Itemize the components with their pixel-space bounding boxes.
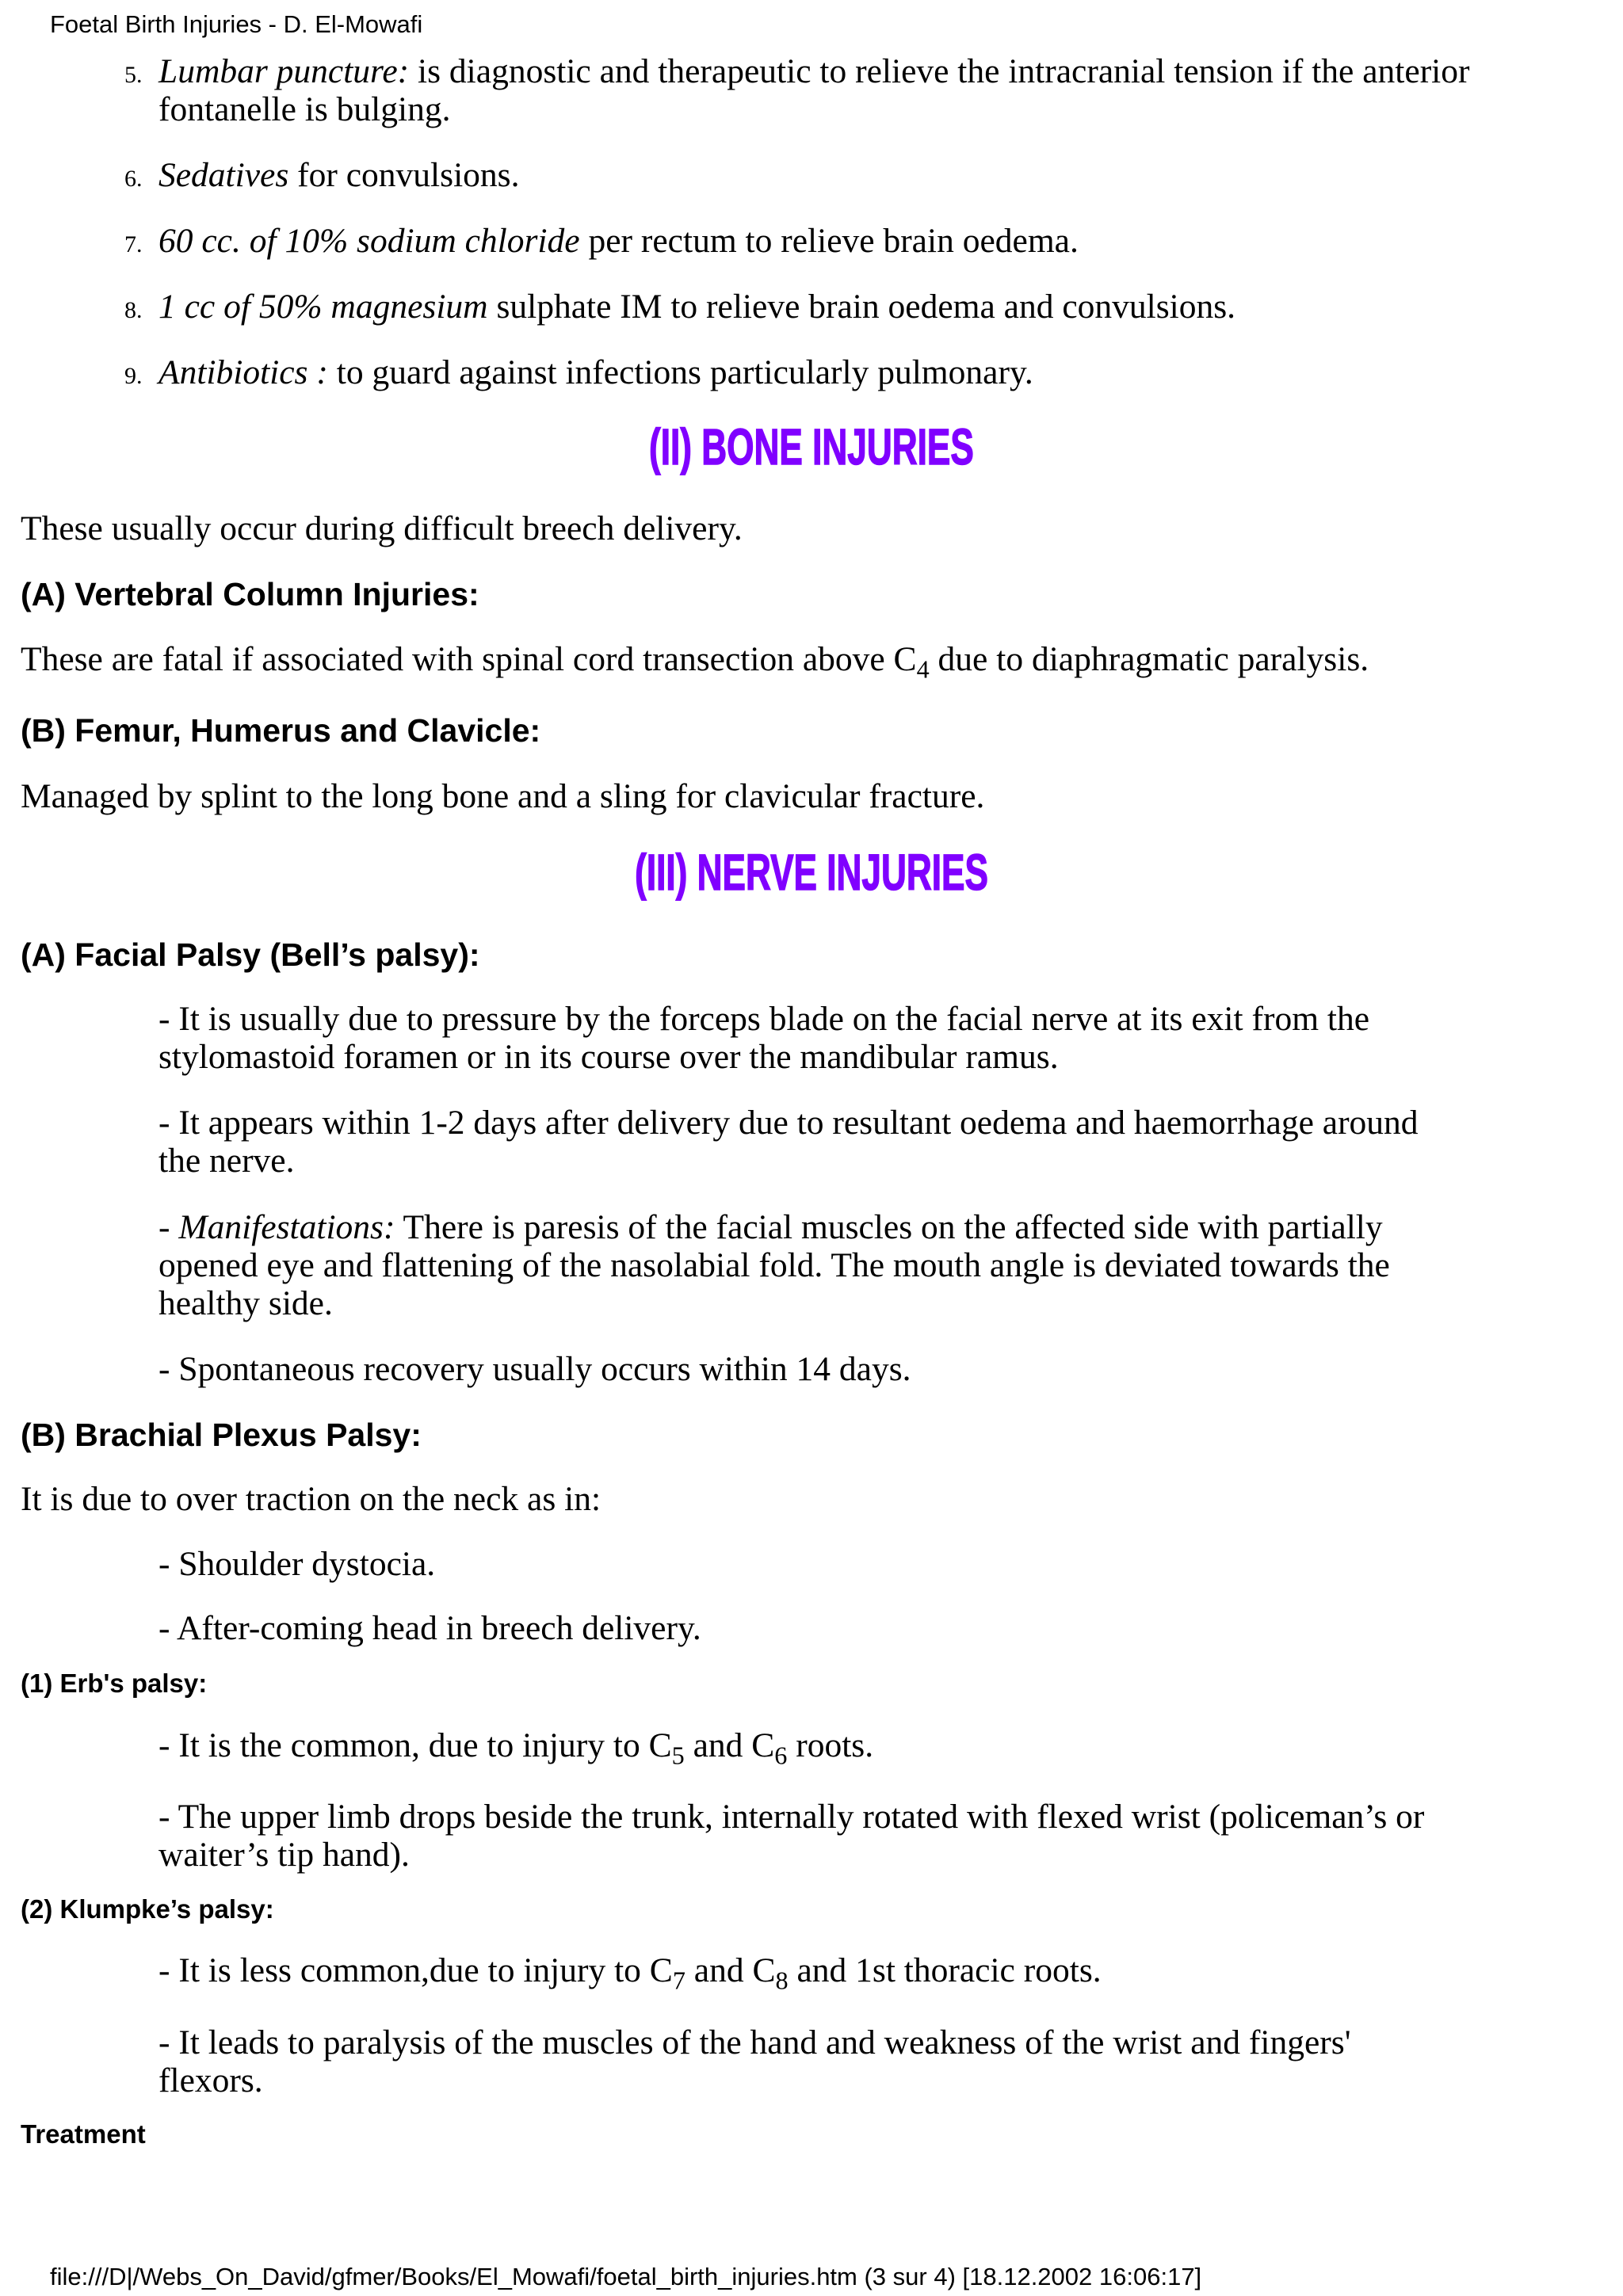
- paragraph-text: due to diaphragmatic paralysis.: [929, 640, 1369, 678]
- list-item-text: to guard against infections particularly pulmonary.: [327, 353, 1033, 391]
- list-item-number: 5.: [124, 62, 143, 88]
- paragraph: It is due to over traction on the neck as in:: [21, 1480, 601, 1518]
- minor-heading: (2) Klumpke’s palsy:: [21, 1894, 274, 1924]
- list-item-continuation: fontanelle is bulging.: [158, 90, 451, 128]
- list-item-number: 9.: [124, 363, 143, 389]
- list-item-emphasis: Sedatives: [158, 156, 289, 194]
- bullet-dash: -: [158, 1208, 179, 1246]
- subscript: 6: [774, 1741, 788, 1770]
- bullet-line: - Shoulder dystocia.: [158, 1545, 436, 1583]
- treatment-heading: Treatment: [21, 2119, 146, 2149]
- subsection-heading: (A) Facial Palsy (Bell’s palsy):: [21, 936, 480, 973]
- bullet-line: the nerve.: [158, 1142, 295, 1180]
- bullet-text: - It is the common, due to injury to C: [158, 1726, 672, 1764]
- bullet-line: - After-coming head in breech delivery.: [158, 1609, 701, 1647]
- bullet-line: [158, 1951, 1102, 1995]
- bullet-text: and C: [685, 1951, 776, 1989]
- paragraph: [21, 640, 1369, 684]
- list-item-emphasis: Lumbar puncture:: [158, 52, 410, 90]
- list-item: [124, 222, 1079, 264]
- bullet-line: - It is usually due to pressure by the forceps blade on the facial nerve at its exit from the: [158, 1000, 1370, 1038]
- list-item-emphasis: 1 cc of 50% magnesium: [158, 288, 488, 326]
- section-title: [0, 844, 1623, 901]
- list-item-emphasis: Antibiotics :: [158, 353, 328, 391]
- subscript: 8: [775, 1966, 789, 1995]
- list-item-number: 8.: [124, 297, 143, 323]
- bullet-text: There is paresis of the facial muscles on the affected side with partially: [395, 1208, 1383, 1246]
- paragraph-text: These are fatal if associated with spinal cord transection above C: [21, 640, 917, 678]
- bullet-line: flexors.: [158, 2061, 263, 2100]
- section-title-text: (II) BONE INJURIES: [649, 418, 974, 475]
- list-item-emphasis: 60 cc. of 10% sodium chloride: [158, 222, 580, 260]
- list-item-text: is diagnostic and therapeutic to relieve the intracranial tension if the anterior: [409, 52, 1470, 90]
- bullet-line: healthy side.: [158, 1284, 333, 1322]
- section-title: [0, 418, 1623, 475]
- subscript: 4: [916, 654, 930, 684]
- list-item-number: 6.: [124, 166, 143, 192]
- bullet-line: stylomastoid foramen or in its course over the mandibular ramus.: [158, 1038, 1059, 1076]
- page-header-title: Foetal Birth Injuries - D. El-Mowafi: [50, 10, 423, 38]
- subscript: 5: [671, 1741, 685, 1770]
- list-item-number: 7.: [124, 231, 143, 257]
- manifestations-label: Manifestations:: [178, 1208, 395, 1246]
- list-item: [124, 156, 519, 198]
- bullet-text: - It is less common,due to injury to C: [158, 1951, 673, 1989]
- paragraph: Managed by splint to the long bone and a sling for clavicular fracture.: [21, 777, 985, 815]
- bullet-text: and C: [684, 1726, 775, 1764]
- subsection-heading: (B) Femur, Humerus and Clavicle:: [21, 712, 541, 749]
- bullet-line: - Spontaneous recovery usually occurs within 14 days.: [158, 1350, 911, 1388]
- bullet-text: and 1st thoracic roots.: [788, 1951, 1102, 1989]
- section-intro: These usually occur during difficult breech delivery.: [21, 509, 743, 547]
- section-title-text: (III) NERVE INJURIES: [635, 844, 988, 901]
- bullet-line: - It leads to paralysis of the muscles of the hand and weakness of the wrist and fingers': [158, 2023, 1351, 2061]
- list-item: [124, 52, 1470, 94]
- list-item: [124, 288, 1235, 330]
- list-item-text: for convulsions.: [288, 156, 520, 194]
- list-item: [124, 353, 1033, 395]
- list-item-text: sulphate IM to relieve brain oedema and convulsions.: [487, 288, 1236, 326]
- bullet-text: roots.: [787, 1726, 874, 1764]
- bullet-line: [158, 1726, 874, 1770]
- bullet-line: - The upper limb drops beside the trunk, internally rotated with flexed wrist (policeman’s or: [158, 1798, 1425, 1836]
- bullet-line: waiter’s tip hand).: [158, 1836, 410, 1874]
- subscript: 7: [672, 1966, 685, 1995]
- page-footer-path: file:///D|/Webs_On_David/gfmer/Books/El_Mowafi/foetal_birth_injuries.htm (3 sur 4) [18.12.2002 16:06:17]: [50, 2263, 1202, 2290]
- minor-heading: (1) Erb's palsy:: [21, 1669, 208, 1698]
- bullet-line: - It appears within 1-2 days after delivery due to resultant oedema and haemorrhage around: [158, 1104, 1419, 1142]
- list-item-text: per rectum to relieve brain oedema.: [579, 222, 1079, 260]
- subsection-heading: (A) Vertebral Column Injuries:: [21, 576, 479, 612]
- bullet-line: opened eye and flattening of the nasolabial fold. The mouth angle is deviated towards the: [158, 1246, 1390, 1284]
- subsection-heading: (B) Brachial Plexus Palsy:: [21, 1417, 422, 1453]
- bullet-line: [158, 1208, 1383, 1246]
